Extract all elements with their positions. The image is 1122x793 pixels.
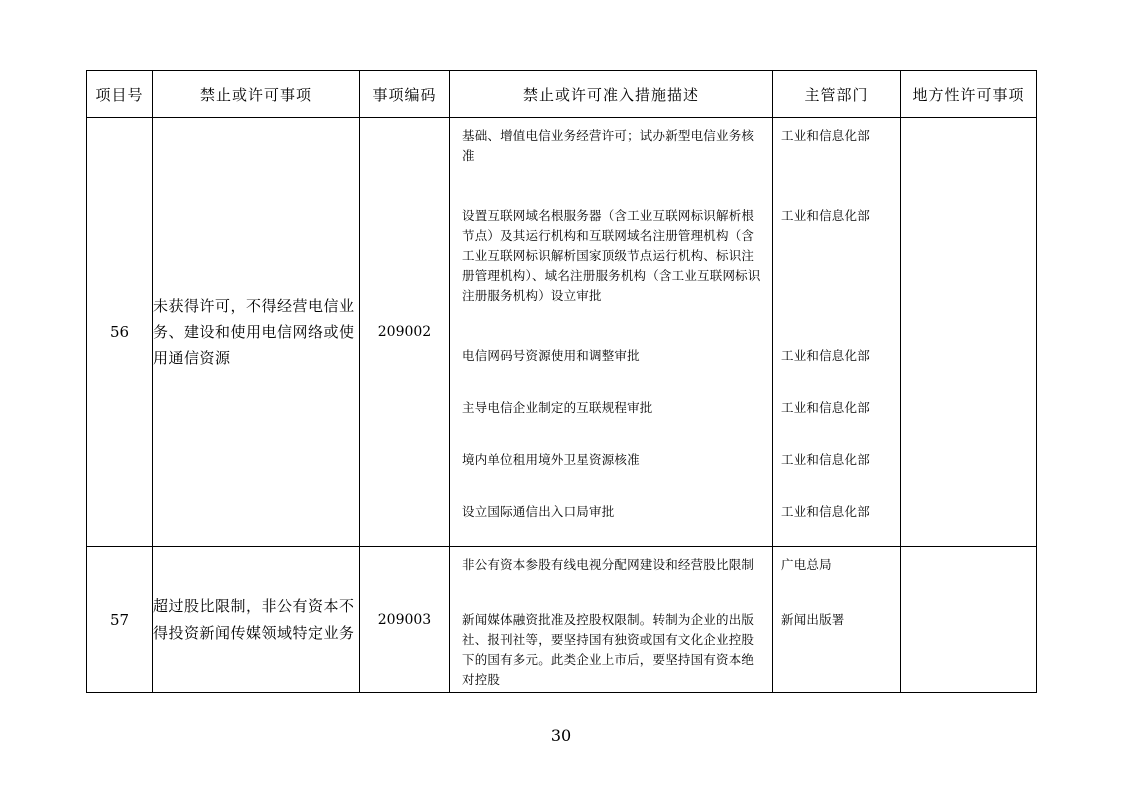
dept-entry: [773, 118, 900, 198]
measure-description-text: 新闻媒体融资批准及控股权限制。转制为企业的出版社、报刊社等，要坚持国有独资或国有文化企业控股下的国有多元。此类企业上市后，要坚持国有资本绝对控股: [462, 612, 755, 687]
dept-entry-text: 工业和信息化部: [781, 348, 870, 363]
table-row: [87, 547, 1037, 693]
measure-description: [450, 198, 772, 338]
cell-local-item: [901, 118, 1037, 547]
cell-project-no: 56: [87, 118, 153, 547]
measure-description: [450, 338, 772, 390]
measure-description: [450, 602, 772, 692]
header-item: 禁止或许可事项: [153, 71, 360, 118]
dept-entry-text: 广电总局: [781, 557, 832, 572]
dept-entry: [773, 338, 900, 390]
dept-entry: [773, 442, 900, 494]
table-row: [87, 118, 1037, 547]
measure-description: [450, 494, 772, 546]
header-dept: 主管部门: [773, 71, 901, 118]
cell-code: 209003: [360, 547, 450, 693]
dept-entry: [773, 547, 900, 602]
dept-entry: [773, 390, 900, 442]
cell-measure-list: [450, 547, 773, 693]
cell-project-no: 57: [87, 547, 153, 693]
dept-entry: [773, 602, 900, 692]
header-project-no: 项目号: [87, 71, 153, 118]
measure-description-text: 电信网码号资源使用和调整审批: [462, 348, 640, 363]
dept-entry: [773, 494, 900, 546]
measure-description-text: 非公有资本参股有线电视分配网建设和经营股比限制: [462, 557, 755, 572]
page-number: 30: [550, 726, 572, 745]
cell-code: 209002: [360, 118, 450, 547]
cell-dept-list: [773, 547, 901, 693]
dept-entry-text: 工业和信息化部: [781, 208, 870, 223]
measure-description-text: 境内单位租用境外卫星资源核准: [462, 452, 640, 467]
measure-description-text: 设立国际通信出入口局审批: [462, 504, 615, 519]
measure-description: [450, 547, 772, 602]
measure-description-text: 设置互联网域名根服务器（含工业互联网标识解析根节点）及其运行机构和互联网域名注册管理机构（含工业互联网标识解析国家顶级节点运行机构、标识注册管理机构）、域名注册服务机构（含工业互联网标识注册服务机构）设立审批: [462, 208, 761, 303]
cell-item: 未获得许可，不得经营电信业务、建设和使用电信网络或使用通信资源: [153, 118, 360, 547]
dept-entry-text: 工业和信息化部: [781, 504, 870, 519]
cell-measure-list: [450, 118, 773, 547]
cell-local-item: [901, 547, 1037, 693]
measure-description-text: 主导电信企业制定的互联规程审批: [462, 400, 653, 415]
measure-description: [450, 390, 772, 442]
cell-item: 超过股比限制，非公有资本不得投资新闻传媒领域特定业务: [153, 547, 360, 693]
header-local-item: 地方性许可事项: [901, 71, 1037, 118]
dept-entry: [773, 198, 900, 338]
measure-description: [450, 442, 772, 494]
dept-entry-text: 工业和信息化部: [781, 452, 870, 467]
cell-dept-list: [773, 118, 901, 547]
header-measure-desc: 禁止或许可准入措施描述: [450, 71, 773, 118]
dept-entry-text: 新闻出版署: [781, 612, 845, 627]
permission-table: [86, 70, 1037, 693]
dept-entry-text: 工业和信息化部: [781, 400, 870, 415]
header-code: 事项编码: [360, 71, 450, 118]
table-header-row: [87, 71, 1037, 118]
measure-description-text: 基础、增值电信业务经营许可；试办新型电信业务核准: [462, 128, 755, 163]
measure-description: [450, 118, 772, 198]
dept-entry-text: 工业和信息化部: [781, 128, 870, 143]
